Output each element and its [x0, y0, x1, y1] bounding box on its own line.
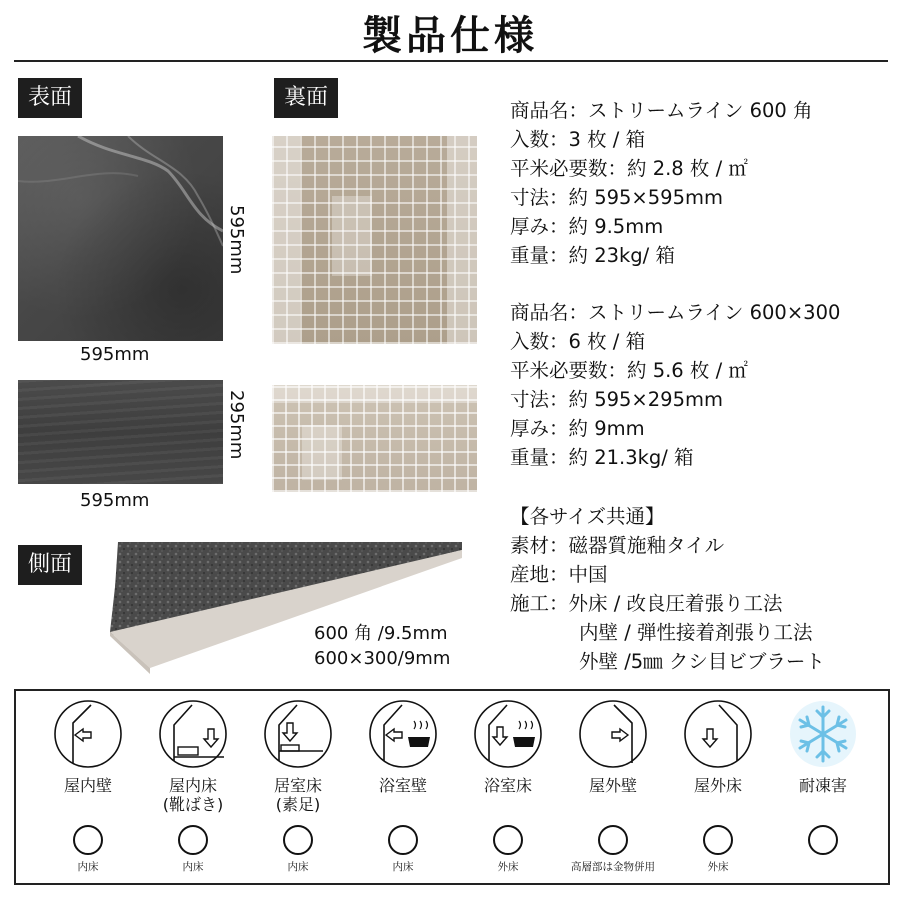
exterior-wall-icon — [578, 699, 648, 769]
ok-circle-icon — [598, 825, 628, 855]
front-tag: 表面 — [18, 78, 82, 118]
tile-back-600-image — [272, 136, 477, 344]
tile-face-600x300-image — [18, 380, 223, 484]
usage-note: 高層部は金物併用 — [571, 861, 655, 873]
ok-circle-icon — [178, 825, 208, 855]
tile-face-600-image — [18, 136, 223, 341]
spec-600-size: 寸法：約 595×595mm — [510, 186, 723, 209]
usage-interior-wall — [36, 691, 140, 885]
ok-circle-icon — [73, 825, 103, 855]
usage-note: 内床 — [392, 861, 414, 873]
bathroom-floor-icon — [473, 699, 543, 769]
common-spec-block — [510, 502, 825, 676]
spec-600-block — [510, 96, 813, 270]
back-tag: 裏面 — [274, 78, 338, 118]
exterior-floor-icon — [683, 699, 753, 769]
spec-600x300-block — [510, 298, 840, 472]
usage-note: 内床 — [182, 861, 204, 873]
usage-note: 外床 — [707, 861, 729, 873]
usage-label: 耐凍害 — [798, 776, 847, 795]
ok-circle-icon — [388, 825, 418, 855]
side-tag: 側面 — [18, 545, 82, 585]
common-material: 素材：磁器質施釉タイル — [510, 534, 725, 557]
ok-circle-icon — [808, 825, 838, 855]
usage-note: 内床 — [77, 861, 99, 873]
tile-1-width-label: 595mm — [80, 344, 150, 365]
side-label-600x300: 600×300/9mm — [314, 648, 451, 669]
interior-wall-icon — [53, 699, 123, 769]
usage-panel — [14, 689, 890, 885]
common-heading: 【各サイズ共通】 — [510, 505, 665, 528]
common-method-exterior-wall: 外壁 /5㎜ クシ目ビブラート — [579, 650, 825, 673]
tile-2-height-label: 295mm — [226, 390, 247, 460]
usage-label: 浴室床 — [483, 776, 532, 795]
tile-back-600x300-image — [272, 385, 477, 492]
common-origin: 産地：中国 — [510, 563, 608, 586]
usage-exterior-floor — [666, 691, 770, 885]
spec-600-weight: 重量：約 23kg/ 箱 — [510, 244, 675, 267]
spec-600-per-sqm: 平米必要数：約 2.8 枚 / ㎡ — [510, 157, 748, 180]
usage-label: 屋外壁 — [588, 776, 637, 795]
spec-600x300-per-sqm: 平米必要数：約 5.6 枚 / ㎡ — [510, 359, 748, 382]
usage-label: 居室床 (素足) — [273, 776, 322, 814]
spec-600x300-thickness: 厚み：約 9mm — [510, 417, 645, 440]
tile-1-height-label: 595mm — [226, 205, 247, 275]
usage-exterior-wall — [561, 691, 665, 885]
spec-600-qty: 入数：3 枚 / 箱 — [510, 128, 646, 151]
usage-note: 内床 — [287, 861, 309, 873]
tile-2-width-label: 595mm — [80, 490, 150, 511]
usage-interior-floor — [141, 691, 245, 885]
common-method-interior-wall: 内壁 / 弾性接着剤張り工法 — [579, 621, 813, 644]
side-thickness-labels — [314, 621, 450, 671]
usage-bathroom-wall — [351, 691, 455, 885]
usage-label: 屋内床 (靴ばき) — [162, 776, 224, 814]
spec-600x300-size: 寸法：約 595×295mm — [510, 388, 723, 411]
living-room-floor-icon — [263, 699, 333, 769]
ok-circle-icon — [493, 825, 523, 855]
page-title: 製品仕様 — [362, 13, 538, 59]
bathroom-wall-icon — [368, 699, 438, 769]
spec-600x300-name: 商品名：ストリームライン 600×300 — [510, 301, 841, 324]
usage-frost-resistant — [771, 691, 875, 885]
usage-label: 屋外床 — [693, 776, 742, 795]
usage-living-room-floor — [246, 691, 350, 885]
spec-600-name: 商品名：ストリームライン 600 角 — [510, 99, 813, 122]
usage-label: 浴室壁 — [378, 776, 427, 795]
common-method: 施工：外床 / 改良圧着張り工法 — [510, 592, 783, 615]
interior-floor-icon — [158, 699, 228, 769]
usage-bathroom-floor — [456, 691, 560, 885]
snowflake-icon — [788, 699, 858, 769]
ok-circle-icon — [283, 825, 313, 855]
side-label-600: 600 角 /9.5mm — [314, 623, 448, 644]
ok-circle-icon — [703, 825, 733, 855]
spec-600x300-weight: 重量：約 21.3kg/ 箱 — [510, 446, 694, 469]
usage-note: 外床 — [497, 861, 519, 873]
usage-label: 屋内壁 — [63, 776, 112, 795]
spec-600-thickness: 厚み：約 9.5mm — [510, 215, 664, 238]
title-divider — [14, 60, 888, 62]
spec-600x300-qty: 入数：6 枚 / 箱 — [510, 330, 646, 353]
